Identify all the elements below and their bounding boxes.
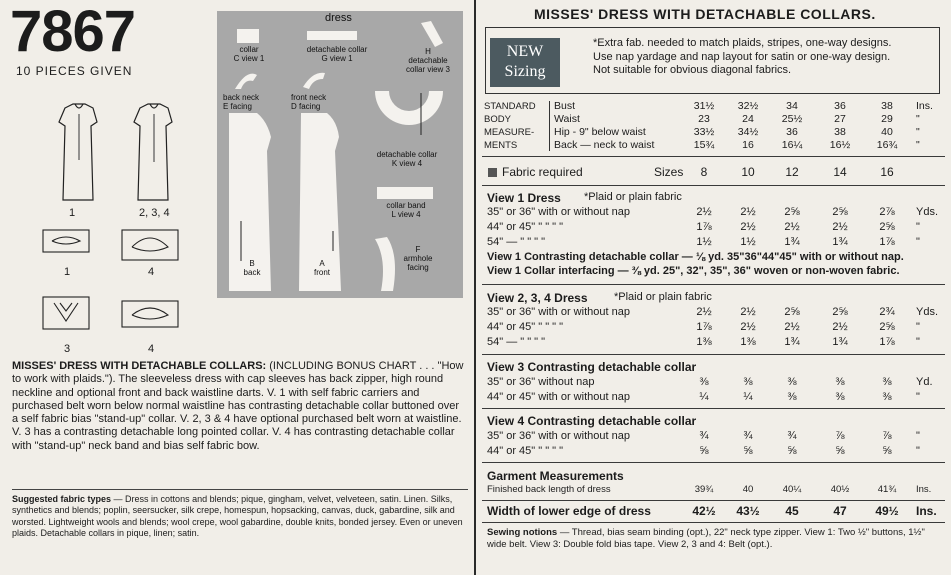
body-label: BODY: [484, 114, 511, 125]
size-header: 14: [833, 165, 847, 179]
fabric-types: [12, 494, 468, 539]
body-label: MEASURE-: [484, 127, 535, 138]
row-unit: ": [916, 126, 920, 138]
piece-f-label: F armhole facing: [403, 245, 433, 272]
row-label: Width of lower edge of dress: [487, 504, 651, 518]
piece-k: [373, 83, 445, 143]
row-value: ⅜: [699, 376, 709, 388]
row-value: 1¾: [832, 236, 848, 248]
row-label: Bust: [554, 100, 576, 112]
row-value: 2⅝: [784, 306, 800, 318]
size-header: 16: [880, 165, 894, 179]
sewing-notions: [487, 527, 943, 551]
fabric-types-body: — Dress in cottons and blends; pique, gingham, velvet, velveteen, satin. Linen. Silks, synthetics and blends; poplin, seersucker, silk crepe, homespun, hopsacking, canvas, duck, gabardine, silk and worsted. Lightweight wools and blends; wool crepe, wool gabardine, double knits, bonded jersey. Even or uneven plaids. Detachable collars in pique, linen; satin.: [12, 494, 463, 538]
row-unit: ": [916, 139, 920, 151]
row-value: 40: [742, 484, 754, 495]
horizontal-rule: [482, 500, 945, 501]
garment-head: Garment Measurements: [487, 469, 624, 483]
row-value: 1¾: [832, 336, 848, 348]
figure-label: 3: [64, 343, 71, 355]
row-value: 2½: [696, 206, 712, 218]
piece-c-label: collar C view 1: [233, 45, 265, 63]
row-value: 43½: [736, 504, 760, 518]
view3-head: View 3 Contrasting detachable collar: [487, 360, 697, 374]
piece-e: [233, 69, 259, 91]
row-value: 16½: [829, 139, 851, 151]
row-value: 25½: [781, 113, 803, 125]
row-value: 40½: [830, 484, 850, 495]
piece-c: [237, 29, 259, 43]
row-value: 2⅝: [784, 206, 800, 218]
row-unit: ": [916, 236, 920, 248]
row-value: 47: [833, 504, 847, 518]
piece-g-label: detachable collar G view 1: [306, 45, 368, 63]
row-value: 1¾: [784, 236, 800, 248]
horizontal-rule: [482, 185, 945, 186]
row-value: ⅜: [835, 376, 845, 388]
row-label: Back — neck to waist: [554, 139, 655, 151]
row-value: 2½: [740, 321, 756, 333]
row-value: 38: [834, 126, 846, 138]
row-value: 2½: [740, 221, 756, 233]
description: [12, 360, 468, 453]
row-value: ⅝: [787, 445, 797, 457]
row-value: 1¾: [784, 336, 800, 348]
piece-h-label: H detachable collar view 3: [405, 47, 450, 74]
row-value: ⅝: [882, 445, 892, 457]
right-title: MISSES' DRESS WITH DETACHABLE COLLARS.: [534, 6, 876, 22]
description-title: MISSES' DRESS WITH DETACHABLE COLLARS:: [12, 360, 267, 372]
row-unit: Yds.: [916, 306, 939, 318]
row-unit: ": [916, 391, 920, 403]
row-value: ⅜: [882, 391, 892, 403]
row-value: 45: [785, 504, 799, 518]
row-label: Waist: [554, 113, 580, 125]
row-value: ⅞: [882, 430, 892, 442]
row-value: 1½: [696, 236, 712, 248]
row-value: 1⅜: [696, 336, 712, 348]
row-value: ¾: [699, 430, 709, 442]
collar-sketches: [40, 225, 190, 345]
dress-sketches: [45, 100, 205, 220]
view234-head: View 2, 3, 4 Dress: [487, 291, 588, 305]
figure-label: 2, 3, 4: [139, 207, 170, 219]
view4-head: View 4 Contrasting detachable collar: [487, 414, 697, 428]
row-value: 1½: [740, 236, 756, 248]
row-unit: ": [916, 336, 920, 348]
horizontal-rule: [482, 354, 945, 355]
row-label: 54" — " " " ": [487, 336, 546, 348]
figure-label: 4: [148, 343, 155, 355]
row-value: 2⅝: [832, 206, 848, 218]
row-value: 32½: [737, 100, 759, 112]
row-value: ⅜: [743, 376, 753, 388]
piece-b-label: B back: [243, 259, 261, 277]
piece-a-label: A front: [313, 259, 330, 277]
piece-k-label: detachable collar K view 4: [376, 150, 438, 168]
note-line: Use nap yardage and nap layout for satin or one-way design.: [593, 50, 891, 63]
row-label: 35" or 36" with or without nap: [487, 206, 630, 218]
divider-line: [12, 489, 468, 490]
note-line: Not suitable for obvious diagonal fabrics.: [593, 64, 792, 76]
view1-interfacing: View 1 Collar interfacing — ⅜ yd. 25", 32", 35", 36" woven or non-woven fabric.: [487, 265, 900, 277]
row-unit: Yd.: [916, 376, 933, 388]
sizes-label: Sizes: [654, 165, 684, 179]
row-value: 1⅞: [696, 221, 712, 233]
new-sizing-badge: NEW Sizing: [490, 38, 560, 87]
row-value: 36: [834, 100, 846, 112]
row-label: 44" or 45" " " " ": [487, 445, 564, 457]
pattern-number: 7867: [10, 0, 136, 64]
row-value: ⅝: [743, 445, 753, 457]
row-value: 2⅝: [879, 321, 895, 333]
fabric-required: Fabric required: [502, 165, 583, 179]
size-header: 10: [741, 165, 755, 179]
figure-label: 1: [64, 266, 71, 278]
row-value: ⅜: [835, 391, 845, 403]
row-value: ⅝: [699, 445, 709, 457]
row-value: 2⅞: [879, 206, 895, 218]
fabric-types-title: Suggested fabric types: [12, 494, 112, 504]
row-value: 27: [834, 113, 846, 125]
row-value: 2½: [740, 206, 756, 218]
row-value: 34: [786, 100, 798, 112]
row-unit: Ins.: [916, 100, 933, 112]
row-value: 1⅞: [879, 336, 895, 348]
piece-g: [307, 31, 357, 40]
row-label: 44" or 45" " " " ": [487, 221, 564, 233]
row-value: 41¾: [877, 484, 897, 495]
row-value: 15¾: [693, 139, 715, 151]
horizontal-rule: [482, 462, 945, 463]
row-value: 40: [881, 126, 893, 138]
row-value: 49½: [875, 504, 899, 518]
horizontal-rule: [482, 522, 945, 523]
note-line: *Extra fab. needed to match plaids, stripes, one-way designs.: [593, 37, 892, 49]
piece-d-label: front neck D facing: [291, 93, 327, 111]
figure-label: 1: [69, 207, 76, 219]
row-value: 2¾: [879, 306, 895, 318]
row-value: ¾: [787, 430, 797, 442]
pieces-given: 10 PIECES GIVEN: [16, 64, 133, 78]
row-value: ⅜: [787, 376, 797, 388]
row-label: Finished back length of dress: [487, 484, 611, 495]
row-value: 16: [742, 139, 754, 151]
row-value: 33½: [693, 126, 715, 138]
row-value: 39¾: [694, 484, 714, 495]
row-value: 23: [698, 113, 710, 125]
row-unit: Ins.: [916, 504, 937, 518]
row-value: 2½: [784, 221, 800, 233]
row-value: 40¼: [782, 484, 802, 495]
pattern-layout-panel: [217, 11, 463, 298]
figure-label: 4: [148, 266, 155, 278]
row-unit: Ins.: [916, 484, 932, 495]
row-value: 1⅜: [740, 336, 756, 348]
row-label: 35" or 36" with or without nap: [487, 430, 630, 442]
row-value: 42½: [692, 504, 716, 518]
notes: [593, 37, 891, 78]
row-value: 38: [881, 100, 893, 112]
sewing-notions-body: — Thread, bias seam binding (opt.), 22" neck type zipper. View 1: Two ½" buttons, 1½" wide belt. View 3: Double fold bias tape. View 2, 3 and 4: Belt (opt.).: [487, 527, 925, 550]
row-value: ⅜: [787, 391, 797, 403]
row-unit: ": [916, 430, 920, 442]
row-value: 2½: [832, 221, 848, 233]
row-value: 29: [881, 113, 893, 125]
row-value: 2½: [740, 306, 756, 318]
row-label: 35" or 36" with or without nap: [487, 306, 630, 318]
row-value: ⅞: [835, 430, 845, 442]
row-value: ¼: [699, 391, 709, 403]
piece-h: [417, 19, 447, 49]
horizontal-rule: [482, 408, 945, 409]
body-label: STANDARD: [484, 101, 536, 112]
view1-head: View 1 Dress: [487, 191, 561, 205]
row-value: 24: [742, 113, 754, 125]
description-body: (INCLUDING BONUS CHART . . . "How to work with plaids."). The sleeveless dress with cap sleeves has back zipper, high round neckline and optional front and back waistline darts. V. 1 with self fabric carriers and purchased belt worn below normal waistline has contrasting detachable collar buttoned over a self fabric bias "stand-up" collar. V. 2, 3 & 4 have optional purchased belt worn at waistline. V. 3 has a contrasting detachable long pointed collar. V. 4 has contrasting detachable collar with "stand-up" neck band and bias self fabric bow.: [12, 360, 464, 452]
size-header: 12: [785, 165, 799, 179]
row-label: Hip - 9" below waist: [554, 126, 646, 138]
row-value: 31½: [693, 100, 715, 112]
view1-note: *Plaid or plain fabric: [584, 191, 682, 203]
view234-note: *Plaid or plain fabric: [614, 291, 712, 303]
row-label: 44" or 45" with or without nap: [487, 391, 630, 403]
bracket-line: [549, 101, 550, 151]
row-value: 36: [786, 126, 798, 138]
horizontal-rule: [482, 284, 945, 285]
row-value: ⅜: [882, 376, 892, 388]
piece-l: [377, 187, 433, 199]
column-divider: [474, 0, 476, 575]
piece-l-label: collar band L view 4: [386, 201, 426, 219]
body-label: MENTS: [484, 140, 518, 151]
row-value: 2½: [696, 306, 712, 318]
square-bullet: [488, 168, 497, 177]
piece-d: [301, 69, 327, 91]
row-value: ⅝: [835, 445, 845, 457]
row-value: 34½: [737, 126, 759, 138]
row-label: 44" or 45" " " " ": [487, 321, 564, 333]
row-value: 1⅞: [696, 321, 712, 333]
row-unit: ": [916, 321, 920, 333]
panel-title: dress: [325, 12, 352, 24]
row-value: ¾: [743, 430, 753, 442]
row-value: 2½: [784, 321, 800, 333]
size-header: 8: [700, 165, 708, 179]
row-unit: Yds.: [916, 206, 939, 218]
row-value: 1⅞: [879, 236, 895, 248]
row-value: 16¾: [876, 139, 898, 151]
horizontal-rule: [482, 156, 945, 157]
row-unit: ": [916, 221, 920, 233]
piece-e-label: back neck E facing: [223, 93, 260, 111]
row-unit: ": [916, 445, 920, 457]
view1-contrast: View 1 Contrasting detachable collar — ⅛ yd. 35"36"44"45" with or without nap.: [487, 251, 904, 263]
row-value: 16¼: [781, 139, 803, 151]
row-value: ¼: [743, 391, 753, 403]
row-label: 35" or 36" without nap: [487, 376, 595, 388]
row-label: 54" — " " " ": [487, 236, 546, 248]
left-panel: [0, 0, 475, 575]
row-value: 2⅝: [832, 306, 848, 318]
row-value: 2½: [832, 321, 848, 333]
sewing-notions-title: Sewing notions: [487, 527, 558, 538]
row-value: 2⅝: [879, 221, 895, 233]
row-unit: ": [916, 113, 920, 125]
